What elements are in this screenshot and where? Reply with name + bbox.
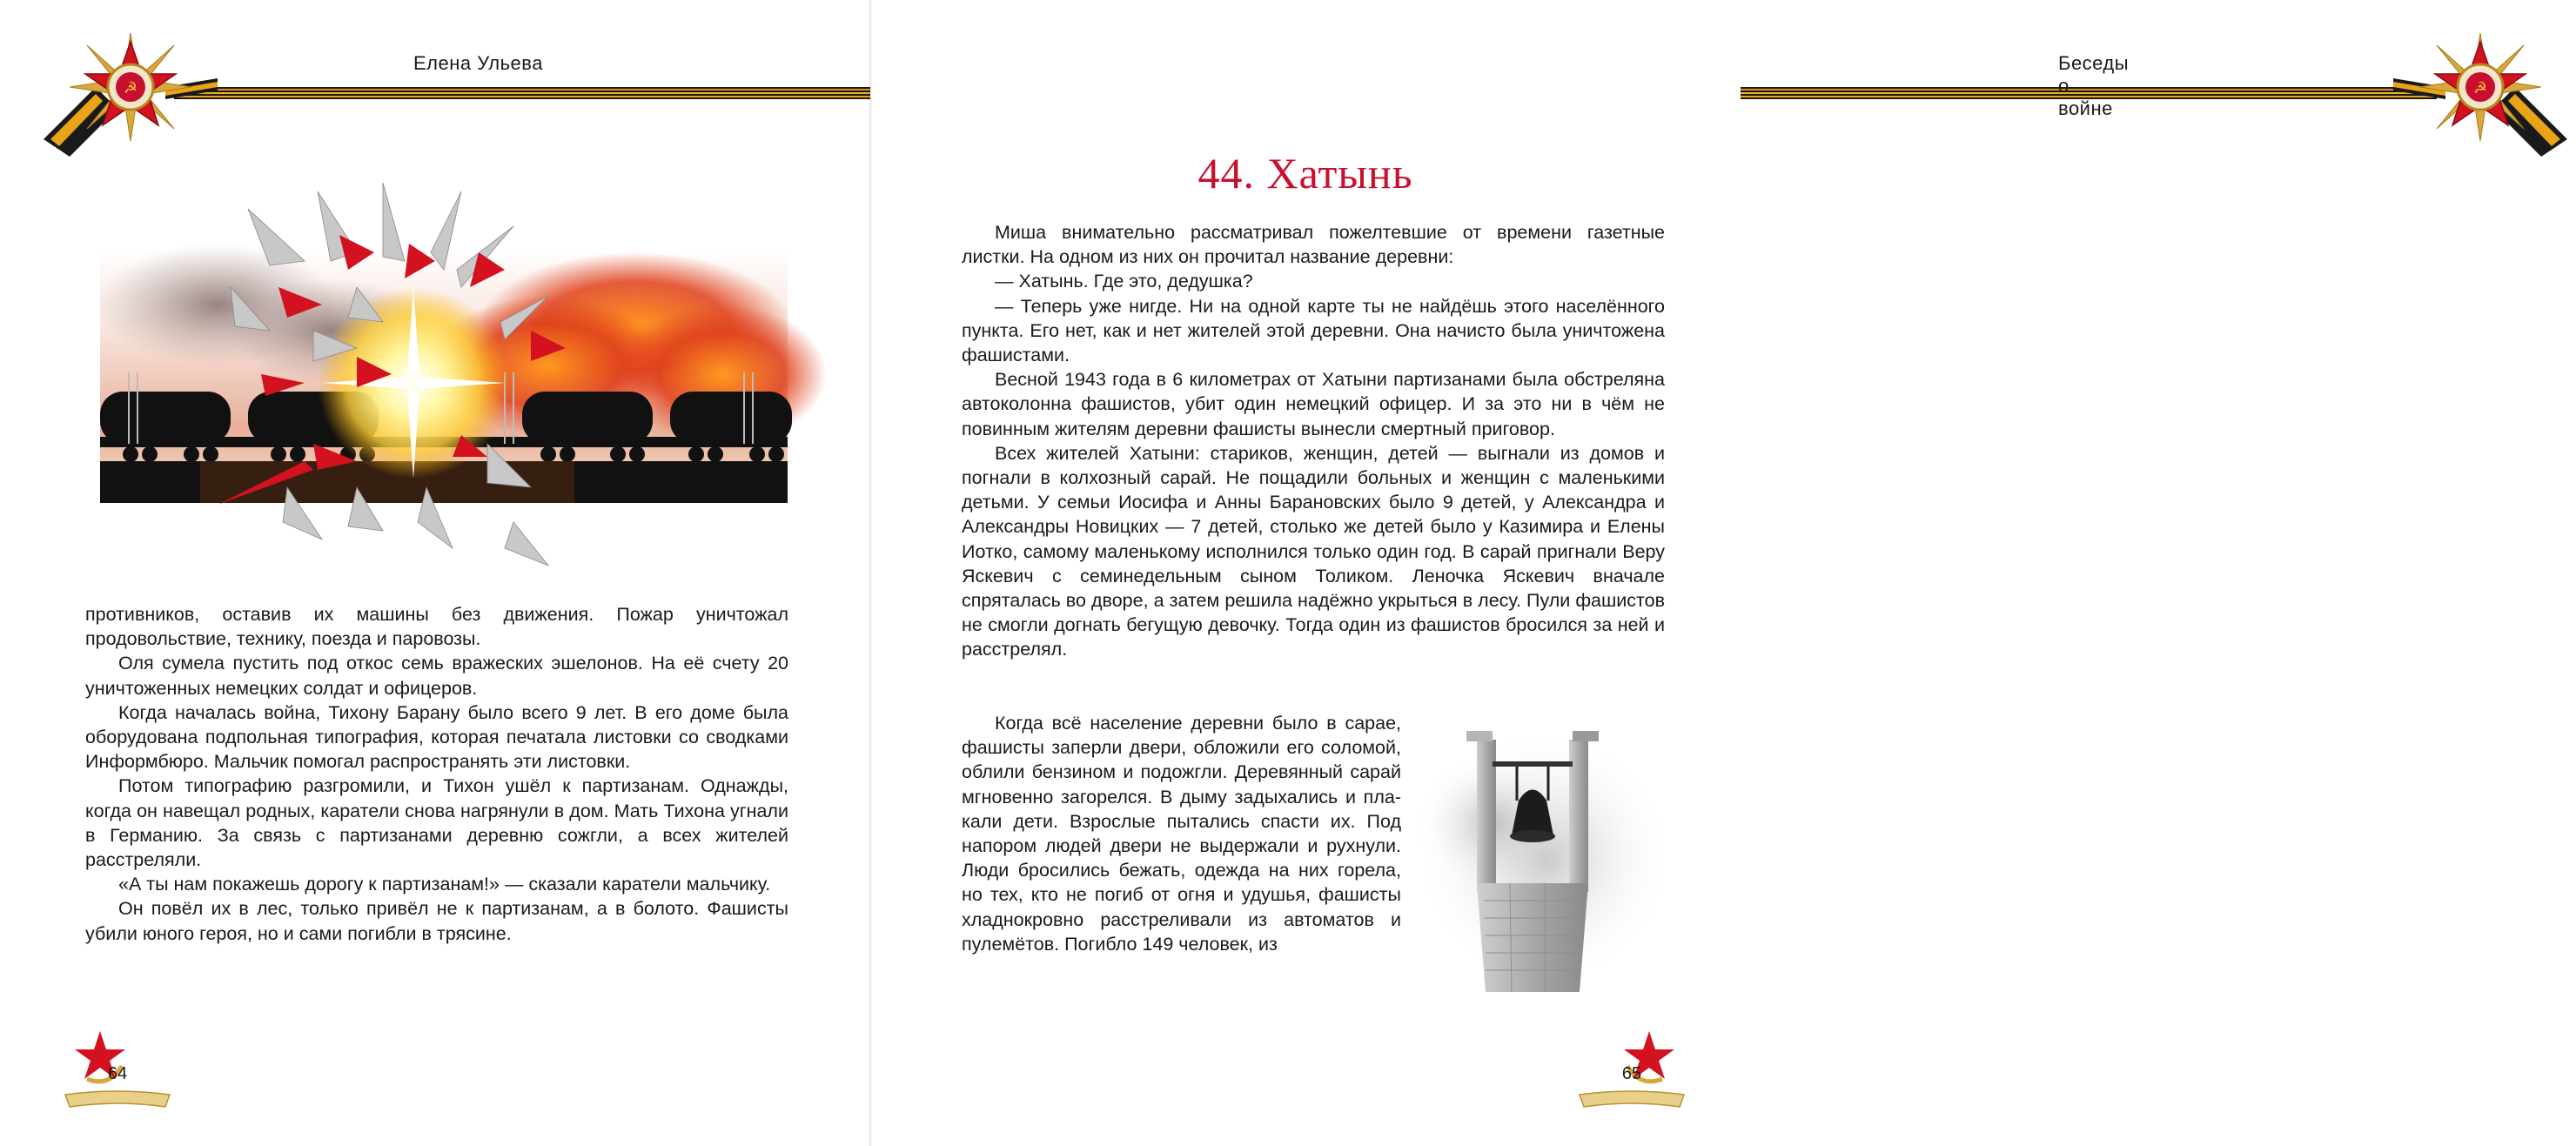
order-emblem-left-icon bbox=[35, 26, 226, 157]
svg-text:☭: ☭ bbox=[123, 79, 138, 97]
paragraph: Потом типографию разгромили, и Тихон ушёл к партизанам. Однажды, когда он навещал родных, каратели снова нагрянули в дом. Мать Тихона угнали в Германию. За связь с партизанами деревню сожгли, а всех жителей расстреляли. bbox=[85, 775, 788, 871]
page-number-text: 64 bbox=[107, 1064, 128, 1083]
left-page bbox=[0, 0, 870, 1146]
khatyn-bell-memorial-image bbox=[1414, 727, 1675, 992]
paragraph: Всех жителей Хатыни: стариков, женщин, детей — выгнали из домов и погнали в колхозный сарай. Не пощадили больных и женщин с маленькими детьми. У семьи Иосифа и Анны Барановских было 9 детей, у Александра и Александры Новицких — 7 детей, столько же детей было у Казимира и Елены Иотко, самому маленькому исполнился только один год. В сарай пригнали Веру Яскевич с семинедельным сыном Толиком. Леночка Яскевич вначале спряталась во дворе, а затем решила надёжно укрыться в лесу. Пули фашистов не смогли догнать бегущую девочку. Тогда один из фашистов бросился за ней и расстрелял. bbox=[962, 442, 1665, 660]
right-page-body bbox=[962, 220, 1665, 662]
chapter-title: 44. Хатынь bbox=[1197, 149, 1413, 198]
page-number-left bbox=[61, 1027, 174, 1114]
train-explosion-illustration bbox=[96, 157, 792, 566]
st-george-ribbon-left bbox=[174, 87, 870, 99]
paragraph: Он повёл их в лес, только привёл не к партизанам, а в болото. Фашисты убили юного героя, но и сами погибли в трясине. bbox=[85, 898, 788, 944]
right-page-body-wrapped bbox=[962, 711, 1401, 956]
paragraph: противников, оставив их машины без движения. Пожар уничтожал продовольствие, технику, поезда и паровозы. bbox=[85, 604, 788, 650]
page-number-right bbox=[1575, 1027, 1688, 1114]
left-page-body bbox=[85, 602, 788, 946]
running-head-author: Елена Ульева bbox=[413, 52, 543, 74]
paragraph: Когда всё население деревни было в сарае, фашисты заперли двери, обложили его соломой, облили бензином и подожгли. Деревянный сарай мгновенно загорелся. В дыму задыхались и плакали дети. Взрослые пытались спасти их. Под напором людей двери не выдержали и рухнули. Люди бросились бежать, одежда на них горела, но тех, кто не погиб от огня и удушья, фашисты хладнокровно расстреливали из автоматов и пулемётов. Погибло 149 человек, из bbox=[962, 713, 1401, 955]
paragraph: «А ты нам покажешь дорогу к партизанам!» — сказали каратели мальчику. bbox=[118, 874, 771, 895]
paragraph: — Хатынь. Где это, дедушка? bbox=[995, 271, 1253, 292]
paragraph: Миша внимательно рассматривал пожелтевшие от времени газетные листки. На одном из них он прочитал название деревни: bbox=[962, 222, 1665, 268]
order-emblem-right-icon bbox=[2385, 26, 2576, 157]
page-number-text: 65 bbox=[1621, 1064, 1642, 1083]
svg-text:☭: ☭ bbox=[2472, 79, 2488, 97]
running-head-book-title: Беседы о войне bbox=[2058, 52, 2130, 119]
paragraph: — Теперь уже нигде. Ни на одной карте ты не найдёшь этого населённого пункта. Его нет, как и нет жителей этой деревни. Она начисто была уничтожена фашистами. bbox=[962, 295, 1665, 366]
paragraph: Когда началась война, Тихону Барану было всего 9 лет. В его доме была оборудована подпольная типография, которая печатала листовки со сводками Информбюро. Мальчик помогал распространять эти листовки. bbox=[85, 701, 788, 773]
paragraph: Оля сумела пустить под откос семь вражеских эшелонов. На её счету 20 уничтоженных немецких солдат и офицеров. bbox=[85, 653, 788, 699]
paragraph: Весной 1943 года в 6 километрах от Хатыни партизанами была обстреляна автоколонна фашистов, убит один немецкий офицер. И за это ни в чём не повинным жителям деревни фашисты вынесли смертный приговор. bbox=[962, 369, 1665, 439]
